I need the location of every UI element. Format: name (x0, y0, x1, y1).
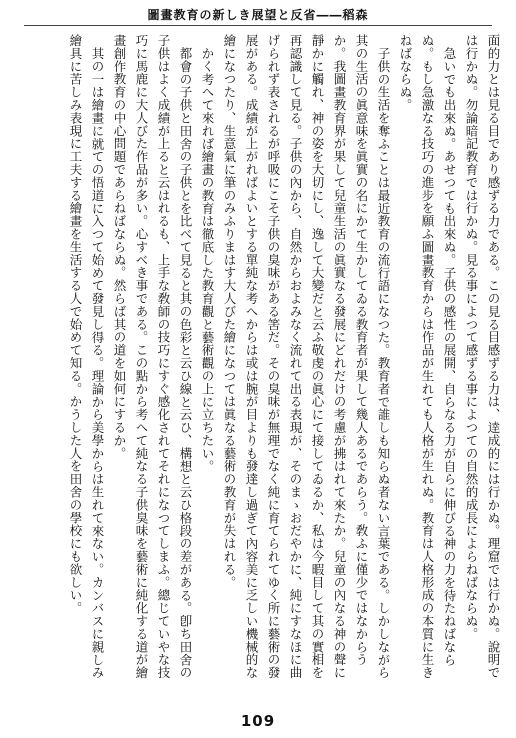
paragraph: 都會の子供と田舍の子供とを比べて見ると其の色彩と云ひ線と云ひ、構想と云ひ格段の差がある。卽ち田舍の子供はよく成績が上ると云はれるも、上手な敎師の技巧にすぐ感化されてそれになつてしまふ。總じていやな技巧に馬鹿に大人びた作品が多い。心すべき事である。この點から考へて純なる子供臭味を藝術に純化する道が繪畫創作教育の中心問題であらねばならぬ。然らば其の道を如何にするか。 (112, 34, 193, 679)
paragraph: かく考へて來れば繪畫の教育は徹底した教育觀と藝術觀の上に立ちたい。 (200, 46, 215, 473)
page-number: 109 (240, 712, 276, 730)
paragraph: 子供の生活を奪ふことは最近教育の流行語になつた。教育者で誰しも知らぬ者ない言葉である。しかしながら其の生活の眞意味を眞實の名にかて生かしてゐる教育者が果して幾人あるであらう。敎ふに僅少ではなからうか。我圖畫教育界が果して兒童生活の眞實なる發展にどれだけの考慮が拂はれて來たか。兒童の內なる神の聲に靜かに觸れ、神の姿を大切にし、逸して大變だと云ふ敬虔の眞心にて接してゐるか、私は今暇目して其の實相を再認識して見る。子供の內から、自然からおよみなく流れて出る表現が、そのまゝおだやかに、純にすなほに曲げられず表されるが呼吸にこそ子供の臭味がある筈だ。その臭味が無理でなく純に育てられてゆく所に藝術の發展がある。成績が上がればよいとする單純な考へからは或は腕が目よりも發達し過ぎて內容美に乏しい機械的な繪になつたり、生意氣に筆のみふりまはす大人びた繪になつては眞なる藝術の教育が失はれる。 (222, 34, 391, 679)
paragraph: 其の一は繪畫に就ての悟道に入つて始めて發見し得る。理論から美學からは生れて來ない。カンバスに親しみ繪具に苦しみ表現に工夫する繪畫を生活する人で始めて知る。かうした人を田舍の學校にも欲しい。 (68, 34, 105, 679)
running-header: 圖畫教育の新しき展望と反省――稻森 (147, 8, 369, 22)
paragraph: 急いでも出來ぬ。あせつても出來ぬ。子供の感性の展開、自らなる力が自らに伸びる神の力を待たねばならぬ。もし急激なる技巧の進步を願ふ圖畫教育からは作品が生れても人格が生れぬ。教育は人格形成の本質に生きねばならぬ。 (398, 34, 457, 679)
body-text (8, 34, 504, 684)
paragraph: 面的力とは見る目であり感ずる力である。この見る目感ずる力は、逹成的には行かぬ。理窟では行かぬ。說明では行かぬ。勿論暗記教育では行かぬ。見る事によつて感ずる事によつての自然的成長によらねばならぬ。 (464, 34, 501, 679)
header-divider (24, 25, 492, 26)
